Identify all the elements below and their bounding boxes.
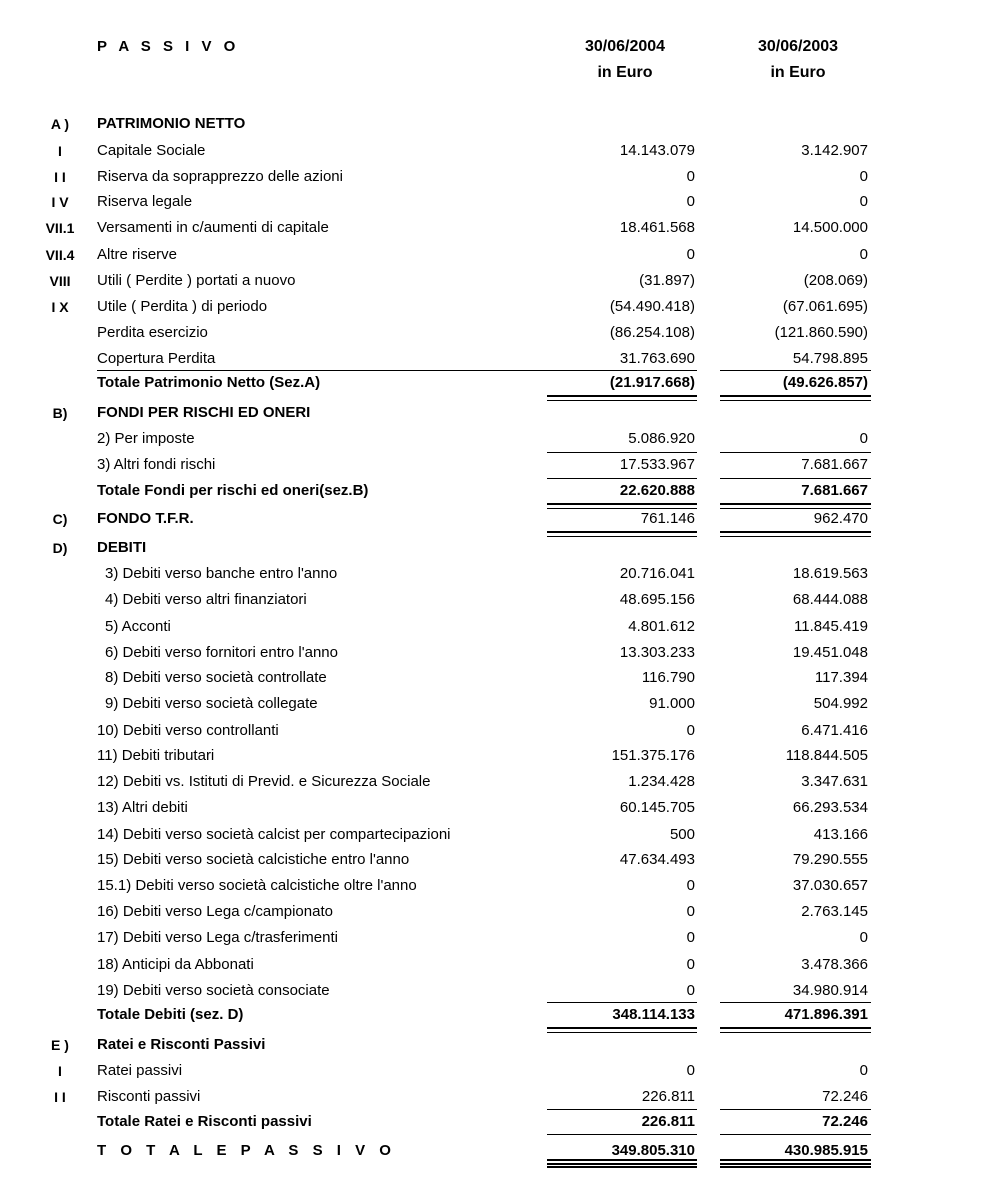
table-row (0, 902, 994, 922)
row-label: Riserva legale (97, 193, 193, 210)
value-2004: 0 (686, 193, 695, 210)
row-code: D) (52, 540, 68, 556)
row-label: Altre riserve (97, 246, 178, 263)
value-2004: 91.000 (649, 695, 695, 712)
value-2003: 0 (859, 246, 868, 263)
row-label: Copertura Perdita (97, 350, 216, 367)
row-label: 15) Debiti verso società calcistiche entro l'anno (97, 851, 410, 868)
double-rule (720, 503, 871, 505)
table-row (0, 509, 994, 529)
row-label: Riserva da soprapprezzo delle azioni (97, 168, 343, 185)
row-code: I X (51, 299, 69, 315)
table-row (0, 192, 994, 212)
value-2004: 31.763.690 (619, 350, 695, 367)
row-code: I I (54, 1089, 66, 1105)
table-row (0, 617, 994, 637)
double-rule (547, 1163, 697, 1164)
value-2004: (31.897) (639, 272, 695, 289)
table-row (0, 323, 994, 343)
value-2004: 226.811 (641, 1088, 695, 1105)
table-row (0, 955, 994, 975)
value-2004: 226.811 (641, 1113, 695, 1130)
value-2003: 413.166 (813, 826, 868, 843)
value-2004: 0 (686, 246, 695, 263)
row-label: Ratei passivi (97, 1062, 183, 1079)
row-label: 13) Altri debiti (97, 799, 188, 816)
row-label: 16) Debiti verso Lega c/campionato (97, 903, 333, 920)
value-2003: 0 (859, 168, 868, 185)
value-2003: 2.763.145 (801, 903, 868, 920)
table-row (0, 455, 994, 475)
value-2003: 7.681.667 (801, 482, 868, 499)
value-2004: 116.790 (641, 669, 695, 686)
row-label: 6) Debiti verso fornitori entro l'anno (105, 644, 338, 661)
value-2004: 4.801.612 (628, 618, 695, 635)
row-label: PATRIMONIO NETTO (97, 115, 246, 132)
row-code: I I (54, 169, 66, 185)
value-2004: (21.917.668) (609, 374, 695, 391)
column-unit: in Euro (597, 64, 653, 81)
row-label: 9) Debiti verso società collegate (105, 695, 318, 712)
value-2004: 0 (686, 929, 695, 946)
double-rule (720, 1159, 871, 1161)
row-code: E ) (51, 1037, 69, 1053)
row-label: Utile ( Perdita ) di periodo (97, 298, 268, 315)
table-row (0, 1141, 994, 1161)
value-2004: 13.303.233 (619, 644, 695, 661)
value-2003: 3.478.366 (801, 956, 868, 973)
value-2003: 54.798.895 (792, 350, 868, 367)
column-unit: in Euro (770, 64, 826, 81)
table-row (0, 928, 994, 948)
table-row (0, 481, 994, 501)
table-row (0, 981, 994, 1001)
table-row (0, 297, 994, 317)
value-2003: (121.860.590) (774, 324, 868, 341)
double-rule (547, 1164, 697, 1165)
table-row (0, 429, 994, 449)
value-2003: 0 (859, 1062, 868, 1079)
value-2004: 0 (686, 903, 695, 920)
value-2003: 72.246 (822, 1088, 868, 1105)
column-date: 30/06/2003 (757, 38, 839, 55)
value-2004: 151.375.176 (611, 747, 695, 764)
row-code: I V (51, 194, 69, 210)
double-rule (720, 1163, 871, 1164)
double-rule (547, 1166, 697, 1168)
table-row (0, 1005, 994, 1025)
table-row (0, 245, 994, 265)
double-rule (547, 395, 697, 397)
row-label: DEBITI (97, 539, 147, 556)
table-row (0, 798, 994, 818)
value-2004: 17.533.967 (619, 456, 695, 473)
value-2003: 430.985.915 (784, 1142, 868, 1159)
row-code: I (58, 143, 62, 159)
row-label: 18) Anticipi da Abbonati (97, 956, 254, 973)
underline-rule (720, 452, 871, 453)
table-row (0, 1061, 994, 1081)
table-row (0, 271, 994, 291)
double-rule (547, 1159, 697, 1161)
value-2004: (86.254.108) (609, 324, 695, 341)
total-rule (720, 1002, 871, 1003)
double-rule (720, 536, 871, 537)
table-row (0, 668, 994, 688)
row-label: Utili ( Perdite ) portati a nuovo (97, 272, 296, 289)
value-2004: 47.634.493 (619, 851, 695, 868)
value-2003: 6.471.416 (801, 722, 868, 739)
value-2003: 0 (859, 430, 868, 447)
value-2004: 0 (686, 877, 695, 894)
row-label: 3) Altri fondi rischi (97, 456, 216, 473)
double-rule (547, 531, 697, 533)
table-row (0, 876, 994, 896)
row-label: Capitale Sociale (97, 142, 206, 159)
value-2003: 37.030.657 (792, 877, 868, 894)
page-title: P A S S I V O (97, 38, 240, 55)
double-rule (720, 508, 871, 509)
value-2003: 34.980.914 (792, 982, 868, 999)
value-2004: 0 (686, 982, 695, 999)
value-2003: 0 (859, 193, 868, 210)
table-row (0, 694, 994, 714)
underline-rule (547, 1109, 697, 1110)
table-row (0, 373, 994, 393)
table-row (0, 564, 994, 584)
value-2003: 79.290.555 (792, 851, 868, 868)
row-label: 12) Debiti vs. Istituti di Previd. e Sicurezza Sociale (97, 773, 431, 790)
value-2003: 14.500.000 (792, 219, 868, 236)
row-label: 11) Debiti tributari (97, 747, 215, 764)
table-row (0, 167, 994, 187)
double-rule (720, 1166, 871, 1168)
row-label: T O T A L E P A S S I V O (97, 1142, 396, 1159)
value-2004: 18.461.568 (619, 219, 695, 236)
value-2003: 18.619.563 (792, 565, 868, 582)
value-2004: 0 (686, 168, 695, 185)
value-2003: 66.293.534 (792, 799, 868, 816)
value-2004: 48.695.156 (619, 591, 695, 608)
underline-rule (547, 452, 697, 453)
value-2003: (49.626.857) (782, 374, 868, 391)
table-row (0, 141, 994, 161)
double-rule (547, 400, 697, 401)
row-label: Totale Debiti (sez. D) (97, 1006, 244, 1023)
row-code: VIII (49, 273, 71, 289)
row-label: 19) Debiti verso società consociate (97, 982, 330, 999)
table-row (0, 349, 994, 369)
double-rule (547, 503, 697, 505)
double-rule (720, 1164, 871, 1165)
row-code: C) (52, 511, 68, 527)
value-2003: 7.681.667 (801, 456, 868, 473)
double-rule (720, 531, 871, 533)
double-rule (547, 1032, 697, 1033)
row-code: A ) (50, 116, 70, 132)
total-rule (547, 1134, 697, 1135)
value-2004: 14.143.079 (619, 142, 695, 159)
total-rule (547, 478, 697, 479)
value-2004: 500 (669, 826, 695, 843)
value-2003: 11.845.419 (794, 618, 868, 635)
value-2004: 348.114.133 (612, 1006, 695, 1023)
total-rule (97, 370, 697, 371)
table-row (0, 1112, 994, 1132)
double-rule (720, 1027, 871, 1029)
row-label: Ratei e Risconti Passivi (97, 1036, 266, 1053)
value-2003: (67.061.695) (782, 298, 868, 315)
value-2003: 962.470 (813, 510, 868, 527)
row-label: FONDO T.F.R. (97, 510, 194, 527)
double-rule (720, 400, 871, 401)
column-date: 30/06/2004 (584, 38, 666, 55)
row-label: FONDI PER RISCHI ED ONERI (97, 404, 311, 421)
row-label: 15.1) Debiti verso società calcistiche oltre l'anno (97, 877, 417, 894)
row-code: B) (52, 405, 68, 421)
table-row (0, 403, 994, 423)
value-2003: 68.444.088 (792, 591, 868, 608)
table-row (0, 850, 994, 870)
row-label: Totale Patrimonio Netto (Sez.A) (97, 374, 321, 391)
row-label: Perdita esercizio (97, 324, 208, 341)
value-2004: 22.620.888 (619, 482, 695, 499)
value-2003: 3.142.907 (801, 142, 868, 159)
double-rule (720, 395, 871, 397)
value-2004: 349.805.310 (611, 1142, 695, 1159)
value-2003: 118.844.505 (785, 747, 868, 764)
table-row (0, 590, 994, 610)
row-code: I (58, 1063, 62, 1079)
value-2003: 471.896.391 (784, 1006, 868, 1023)
value-2003: 3.347.631 (801, 773, 868, 790)
table-row (0, 1035, 994, 1055)
row-label: 14) Debiti verso società calcist per compartecipazioni (97, 826, 451, 843)
row-label: 4) Debiti verso altri finanziatori (105, 591, 307, 608)
table-row (0, 746, 994, 766)
double-rule (720, 1032, 871, 1033)
double-rule (547, 508, 697, 509)
value-2004: 0 (686, 1062, 695, 1079)
table-row (0, 772, 994, 792)
double-rule (547, 536, 697, 537)
row-label: Risconti passivi (97, 1088, 201, 1105)
row-label: 8) Debiti verso società controllate (105, 669, 327, 686)
row-label: 2) Per imposte (97, 430, 195, 447)
row-label: Versamenti in c/aumenti di capitale (97, 219, 329, 236)
value-2003: 72.246 (822, 1113, 868, 1130)
value-2003: 117.394 (814, 669, 868, 686)
row-label: 10) Debiti verso controllanti (97, 722, 279, 739)
table-row (0, 538, 994, 558)
row-label: 5) Acconti (105, 618, 171, 635)
underline-rule (720, 1109, 871, 1110)
value-2004: 60.145.705 (619, 799, 695, 816)
row-label: Totale Ratei e Risconti passivi (97, 1113, 312, 1130)
total-rule (720, 478, 871, 479)
value-2003: 0 (859, 929, 868, 946)
value-2004: 1.234.428 (628, 773, 695, 790)
value-2004: 5.086.920 (628, 430, 695, 447)
table-row (0, 643, 994, 663)
double-rule (547, 1027, 697, 1029)
row-label: 17) Debiti verso Lega c/trasferimenti (97, 929, 338, 946)
table-row (0, 825, 994, 845)
row-code: VII.1 (45, 220, 75, 236)
table-row (0, 218, 994, 238)
value-2004: 0 (686, 956, 695, 973)
row-code: VII.4 (45, 247, 75, 263)
total-rule (720, 1134, 871, 1135)
value-2003: (208.069) (803, 272, 868, 289)
row-label: Totale Fondi per rischi ed oneri(sez.B) (97, 482, 369, 499)
value-2004: 761.146 (640, 510, 695, 527)
total-rule (720, 370, 871, 371)
value-2004: 0 (686, 722, 695, 739)
value-2004: 20.716.041 (619, 565, 695, 582)
value-2004: (54.490.418) (609, 298, 695, 315)
row-label: 3) Debiti verso banche entro l'anno (105, 565, 338, 582)
value-2003: 504.992 (813, 695, 868, 712)
total-rule (547, 1002, 697, 1003)
table-row (0, 721, 994, 741)
value-2003: 19.451.048 (792, 644, 868, 661)
table-row (0, 114, 994, 134)
table-row (0, 1087, 994, 1107)
